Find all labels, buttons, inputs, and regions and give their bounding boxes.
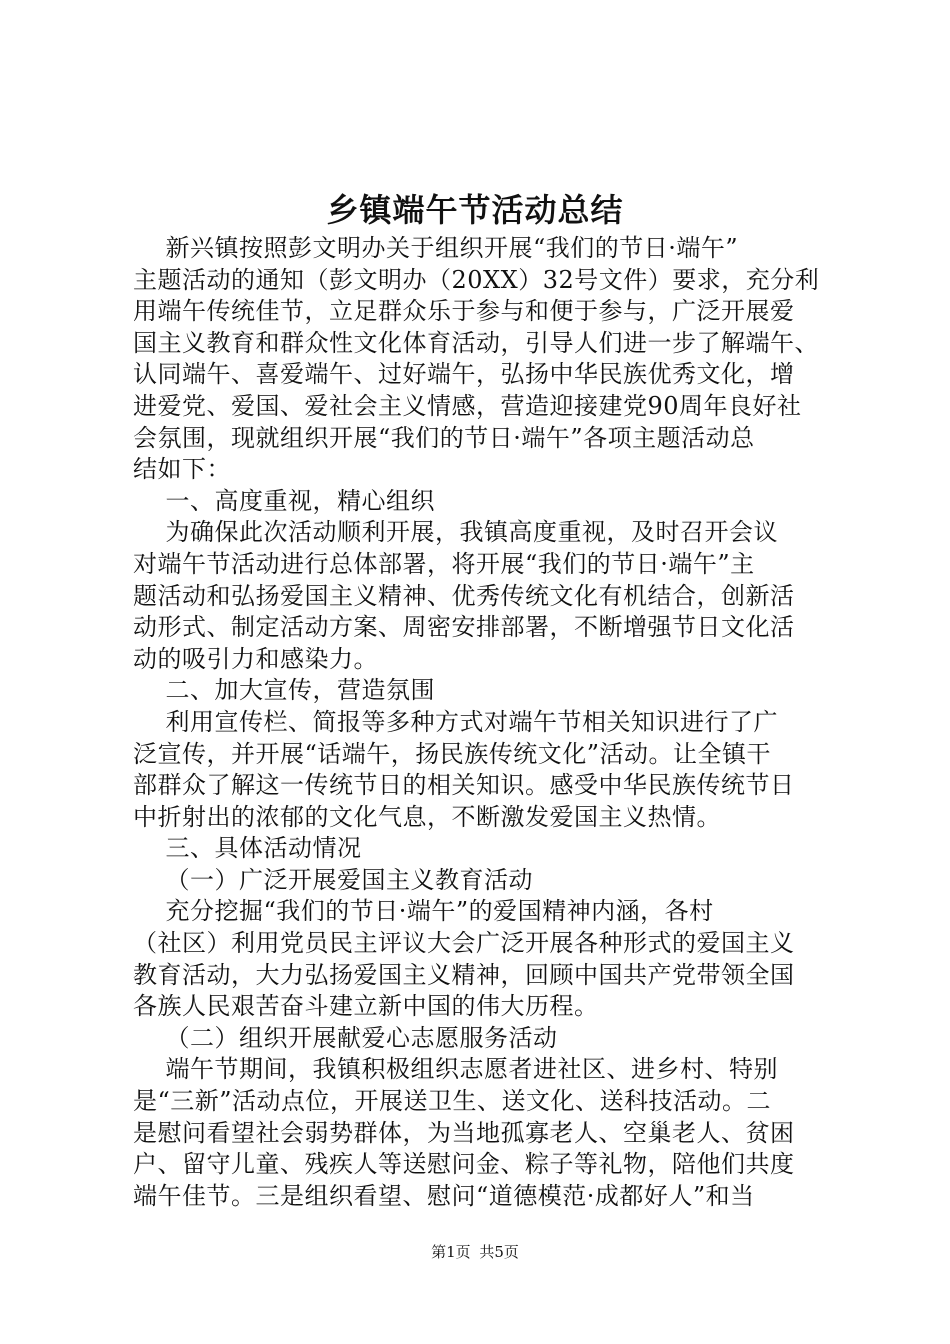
text-line: 认同端午、喜爱端午、过好端午，弘扬中华民族优秀文化，增 — [133, 360, 795, 389]
document-body — [133, 233, 833, 1212]
text-line: 会氛围，现就组织开展“我们的节日·端午”各项主题活动总 — [133, 423, 755, 452]
text-line: 用端午传统佳节，立足群众乐于参与和便于参与，广泛开展爱 — [133, 297, 795, 326]
text-line: （一）广泛开展爱国主义教育活动 — [133, 865, 534, 894]
text-line: 三、具体活动情况 — [133, 834, 362, 863]
text-line: 教育活动，大力弘扬爱国主义精神，回顾中国共产党带领全国 — [133, 960, 795, 989]
text-line: 对端午节活动进行总体部署，将开展“我们的节日·端午”主 — [133, 549, 755, 578]
text-line: 端午节期间，我镇积极组织志愿者进社区、进乡村、特别 — [133, 1055, 779, 1084]
text-line: 泛宣传，并开展“话端午，扬民族传统文化”活动。让全镇干 — [133, 739, 772, 768]
text-line: 新兴镇按照彭文明办关于组织开展“我们的节日·端午” — [133, 234, 739, 262]
document-title: 乡镇端午节活动总结 — [326, 191, 624, 229]
text-line: 动的吸引力和感染力。 — [133, 644, 378, 673]
text-line: 主题活动的通知（彭文明办（20XX）32号文件）要求，充分利 — [133, 265, 820, 294]
text-line: 利用宣传栏、简报等多种方式对端午节相关知识进行了广 — [133, 707, 779, 736]
text-line: （社区）利用党员民主评议大会广泛开展各种形式的爱国主义 — [133, 929, 795, 958]
text-line: 结如下： — [133, 455, 231, 484]
text-line: 一、高度重视，精心组织 — [133, 486, 436, 515]
text-line: 充分挖掘“我们的节日·端午”的爱国精神内涵，各村 — [133, 897, 714, 926]
text-line: 是慰问看望社会弱势群体，为当地孤寡老人、空巢老人、贫困 — [133, 1118, 795, 1147]
text-line: 国主义教育和群众性文化体育活动，引导人们进一步了解端午、 — [133, 328, 819, 357]
text-line: 户、留守儿童、残疾人等送慰问金、粽子等礼物，陪他们共度 — [133, 1150, 795, 1179]
text-line: 端午佳节。三是组织看望、慰问“道德模范·成都好人”和当 — [133, 1181, 755, 1210]
text-line: 动形式、制定活动方案、周密安排部署，不断增强节日文化活 — [133, 613, 795, 642]
text-line: 中折射出的浓郁的文化气息，不断激发爱国主义热情。 — [133, 802, 721, 831]
text-line: 进爱党、爱国、爱社会主义情感，营造迎接建党90周年良好社 — [133, 391, 802, 420]
page-total: 共5页 — [479, 1243, 519, 1261]
text-line: 二、加大宣传，营造氛围 — [133, 676, 436, 705]
text-line: 题活动和弘扬爱国主义精神、优秀传统文化有机结合，创新活 — [133, 581, 795, 610]
text-line: 部群众了解这一传统节日的相关知识。感受中华民族传统节日 — [133, 771, 795, 800]
text-line: 为确保此次活动顺利开展，我镇高度重视，及时召开会议 — [133, 518, 779, 547]
page-footer — [0, 1242, 950, 1262]
text-line: 各族人民艰苦奋斗建立新中国的伟大历程。 — [133, 992, 599, 1021]
text-line: （二）组织开展献爱心志愿服务活动 — [133, 1023, 558, 1052]
text-line: 是“三新”活动点位，开展送卫生、送文化、送科技活动。二 — [133, 1087, 772, 1116]
page-number: 第1页 — [431, 1243, 471, 1261]
